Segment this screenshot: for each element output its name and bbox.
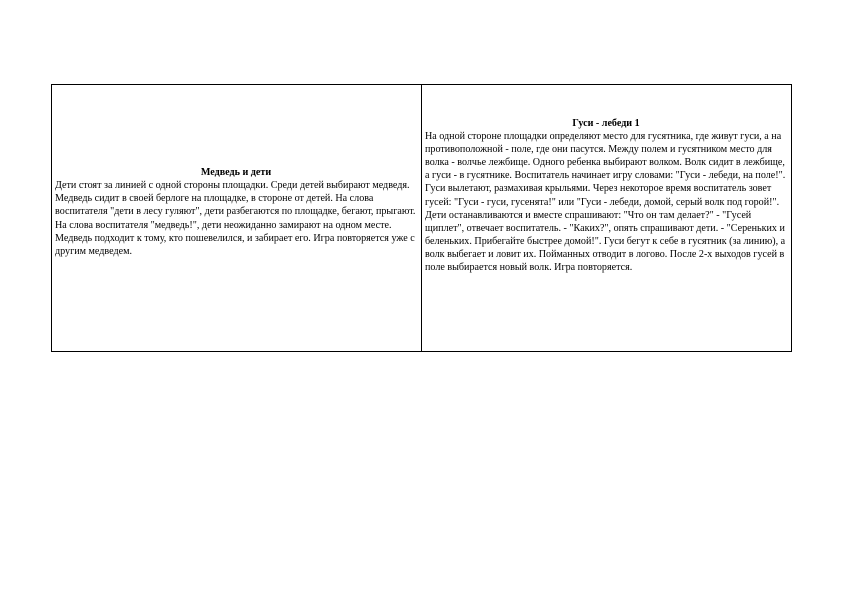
card-content xyxy=(425,117,787,274)
card-content xyxy=(55,166,417,258)
game-cards-table xyxy=(51,84,792,352)
game-card-geese-swans xyxy=(422,85,792,352)
card-text: Дети стоят за линией с одной стороны площадки. Среди детей выбирают медведя. Медведь сидит в своей берлоге на площадке, в стороне от детей. На слова воспитателя "дети в лесу гуляют", дети разбегаются по площадке, бегают, прыгают. На слова воспитателя "медведь!", дети неожиданно замирают на одном месте. Медведь подходит к тому, кто пошевелился, и забирает его. Игра повторяется уже с другим медведем. xyxy=(55,180,416,257)
card-title: Медведь и дети xyxy=(200,167,272,179)
table-row xyxy=(52,85,792,352)
game-card-bear-and-children xyxy=(52,85,422,352)
card-title: Гуси - лебеди 1 xyxy=(572,118,640,129)
card-text: На одной стороне площадки определяют место для гусятника, где живут гуси, а на противоположной - поле, где они пасутся. Между полем и гусятником место для волка - волчье лежбище. Одного ребенка выбирают волком. Волк сидит в лежбище, а гуси - в гусятнике. Воспитатель начинает игру словами: "Гуси - лебеди, на поле!". Гуси вылетают, размахивая крыльями. Через некоторое время воспитатель зовет гусей: "Гуси - гуси, гусенята!" или "Гуси - лебеди, домой, серый волк под горой!". Дети останавливаются и вместе спрашивают: "Что он там делает?" - "Гусей щиплет", отвечает воспитатель. - "Каких?", опять спрашивают дети. - "Сереньких и беленьких. Прибегайте быстрее домой!". Гуси бегут к себе в гусятник (за линию), а волк выбегает и ловит их. Пойманных отводит в логово. После 2-х выходов гусей в поле выбирается новый волк. Игра повторяется. xyxy=(425,131,786,274)
